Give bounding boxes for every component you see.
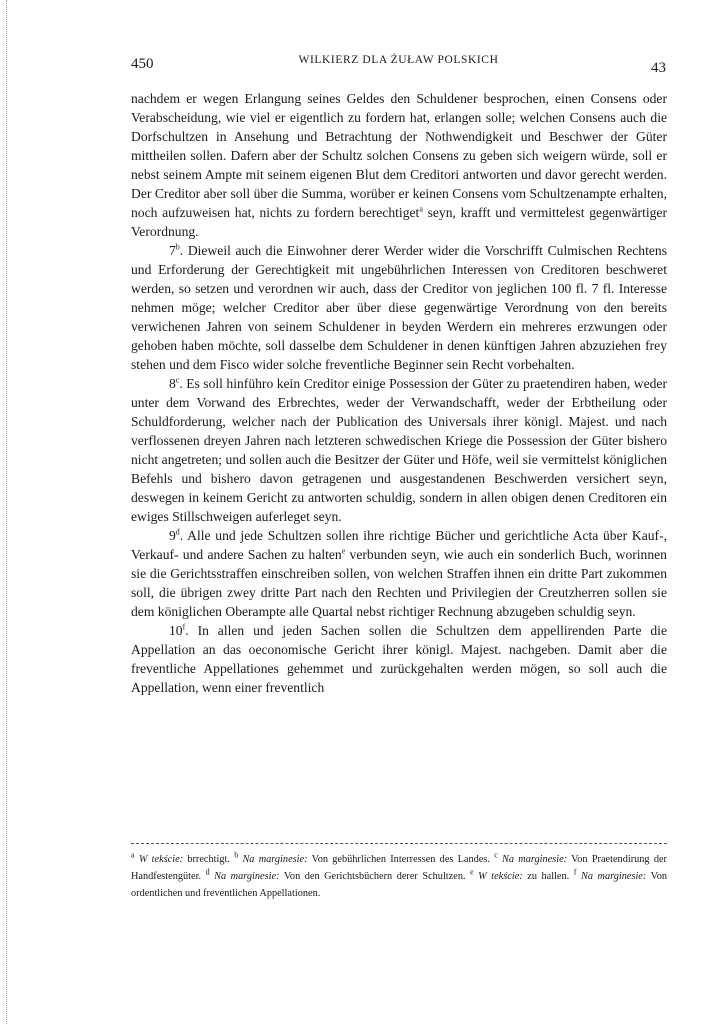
footnote-d: $^d$ Na marginesie: Von den Gerichtsbüchern derer Schultzen. bbox=[205, 867, 466, 882]
footnote-f: $^f$ Na marginesie: Von ordentlichen und freventlichen Appellationen. bbox=[131, 867, 668, 899]
paragraph-number: 9 bbox=[169, 528, 176, 543]
footnote-a: $^a$ W tekście: brrechtigt. bbox=[131, 850, 230, 865]
paragraph-text-tail: verbunden seyn, wie auch ein sonderlich Buch, worinnen sie die Gerichtsstraffen einschreiben sollen, von welchen Straffen ihnen ein dritte Part zukommen soll, die übrigen zwey dritte Part nach den Rechten und Privilegien der Creutzherren sollen sie dem königlichen Oberampte alle Quartal nebst richtiger Rechnung abzugeben schuldig seyn. bbox=[131, 547, 667, 619]
paragraph-number: 8 bbox=[169, 376, 176, 391]
page-number-right: 43 bbox=[651, 60, 666, 76]
paragraph-7 bbox=[131, 241, 667, 374]
binding-edge bbox=[0, 0, 7, 1024]
page-number-left: 450 bbox=[131, 56, 154, 72]
paragraph-number: 10 bbox=[169, 623, 183, 638]
main-text bbox=[131, 89, 667, 697]
footnote-mark: e bbox=[341, 546, 346, 556]
footnote-mark: a bbox=[419, 204, 423, 214]
paragraph-8 bbox=[131, 374, 667, 526]
paragraph-9 bbox=[131, 526, 667, 621]
page-header bbox=[131, 50, 666, 76]
footnote-mark: d bbox=[175, 527, 180, 537]
footnotes bbox=[131, 851, 667, 902]
paragraph-text: . Dieweil auch die Einwohner derer Werder wider die Vorschrifft Culmischen Rechtens und Erforderung der Gerechtigkeit mit ungebührlichen Interessen von Creditoren beschweret werden, so setzen und verordnen wir auch, dass der Creditor von jeglichen 100 fl. 7 fl. Interesse nehmen möge; welcher Creditor aber über diese gegenwärtige Verordnung von den bereits verwichenen Jahren von seinem Schuldener in beyden Werdern ein mehreres erzwungen oder gehoben haben möchte, soll dasselbe dem Schuldener in denen künftigen Jahren abzuziehen frey stehen und dem Fisco wider solche freventliche Beginner sein Recht vorbehalten. bbox=[131, 243, 667, 372]
footnote-divider bbox=[131, 843, 667, 844]
paragraph-10 bbox=[131, 621, 667, 697]
paragraph-text-tail: seyn, krafft und vermittelest gegenwärtiger Verordnung. bbox=[131, 205, 667, 239]
paragraph-text: . Es soll hinführo kein Creditor einige Possession der Güter zu praetendiren haben, weder unter dem Vorwand des Erbrechtes, weder der Verwandschafft, weder der Erbtheilung oder Schuldforderung, welcher nach der Publication des Universals ihrer königl. Majest. und nach verflossenen dreyen Jahren nach letzteren schwedischen Kriege die Possession der Güter bishero nicht angetreten; und sollen auch die Besitzer der Güter und Höfe, weil sie vermittelst königlichen Befehls und bishero davon getragenen und ausgestandenen Beschwerden versichert seyn, deswegen in keinem Gericht zu antworten schuldig, sondern in allen obigen denen Creditoren ein ewiges Stillschweigen auferleget seyn. bbox=[131, 376, 667, 524]
footnote-mark: c bbox=[175, 375, 180, 385]
paragraph-text: nachdem er wegen Erlangung seines Geldes den Schuldener besprochen, einen Consens oder Verabscheidung, wie viel er eigentlich zu fordern hat, erlangen solle; welchen Consens auch die Dorfschultzen in Ansehung und Betrachtung der Nothwendigkeit und Beschwer der Güter mittheilen sollen. Dafern aber der Schultz solchen Consens zu geben sich weigern würde, soll er nebst seinem Ampte mit seinem eigenen Blut dem Creditori antworten und davor gerecht werden. Der Creditor aber soll über die Summa, worüber er keinen Consens vom Schultzenampte erhalten, noch aufzuweisen hat, nichts zu fordern berechtiget bbox=[131, 91, 667, 220]
paragraph-text: . In allen und jeden Sachen sollen die Schultzen dem appellirenden Parte die Appellation an das oeconomische Gericht ihrer königl. Majest. nachgeben. Damit aber die freventliche Appellationes gehemmet und zurückgehalten werden mögen, so soll auch die Appellation, wenn einer freventlich bbox=[131, 623, 667, 695]
footnote-c: $^c$ Na marginesie: Von Praetendirung der Handfestengüter. bbox=[131, 850, 667, 882]
footnote-mark: b bbox=[175, 242, 180, 252]
paragraph-continued bbox=[131, 89, 667, 241]
footnote-mark: f bbox=[182, 622, 186, 632]
paragraph-text: . Alle und jede Schultzen sollen ihre richtige Bücher und gerichtliche Acta über Kauf-, Verkauf- und andere Sachen zu halten bbox=[131, 528, 667, 562]
paragraph-number: 7 bbox=[169, 243, 176, 258]
footnote-e: $^e$ W tekście: zu hallen. bbox=[470, 867, 570, 882]
footnote-b: $^b$ Na marginesie: Von gebührlichen Interressen des Landes. bbox=[234, 850, 490, 865]
running-title: WILKIERZ DLA ŻUŁAW POLSKICH bbox=[298, 54, 499, 66]
